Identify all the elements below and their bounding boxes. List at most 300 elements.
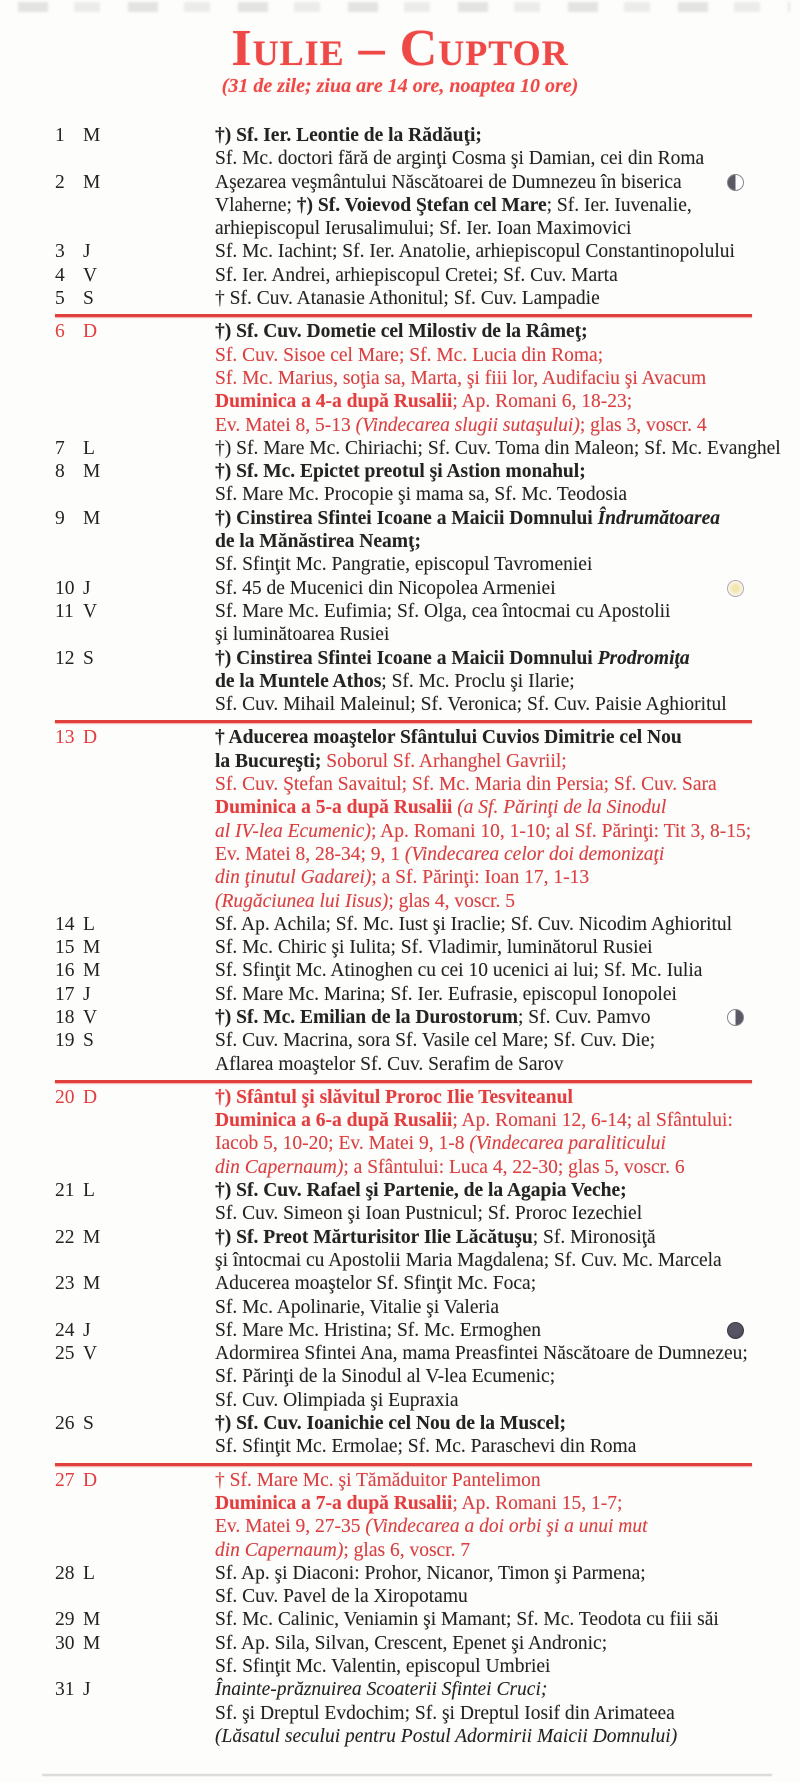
day-number: 31 [55,1679,75,1701]
day-number: 30 [55,1632,75,1654]
day-number: 20 [55,1086,75,1108]
entry-text [215,240,752,263]
entry-line [215,670,752,693]
text-segment: Duminica a 5-a după Rusalii [215,797,458,819]
calendar-entry-18 [55,1006,752,1029]
day-label-18 [55,1006,215,1029]
text-segment: ; Sf. Ier. Iuvenalie, [546,194,692,216]
entry-line [215,147,752,170]
text-segment: ; Ap. Romani 15, 1-7; [452,1492,623,1514]
weekday-letter: J [83,577,91,599]
entry-line [215,390,752,413]
day-number: 9 [55,507,65,529]
text-segment: ; glas 4, voscr. 5 [388,890,516,912]
calendar-entry-1 [55,124,752,171]
entry-line [215,796,752,819]
day-label-5 [55,287,215,310]
weekday-letter: J [83,241,91,263]
day-label-6 [55,320,215,436]
entry-text [215,1319,752,1342]
entry-line [215,553,752,576]
day-number: 5 [55,288,65,310]
entry-line [215,1296,752,1319]
entry-line [215,1156,752,1179]
day-label-30 [55,1632,215,1679]
sunday-separator-line [55,1463,752,1466]
entry-line [215,1109,752,1132]
text-segment: †) Sf. Preot Mărturisitor Ilie Lăcătuşu [215,1226,533,1248]
text-segment: Sf. Mare Mc. Marina; Sf. Ier. Eufrasie, episcopul Ionopolei [215,983,677,1005]
day-label-28 [55,1562,215,1609]
entry-line [215,1053,752,1076]
text-segment: Sf. Mc. Marius, soţia sa, Marta, şi fiii lor, Audifaciu şi Avacum [215,367,707,389]
text-segment: Aflarea moaştelor Sf. Cuv. Serafim de Sarov [215,1053,564,1075]
calendar-entry-13 [55,726,752,912]
text-segment: (Lăsatul secului pentru Postul Adormirii Maicii Domnului) [215,1725,678,1747]
text-segment: din ţinutul Gadarei) [215,867,372,889]
entry-line [215,647,752,670]
calendar-entry-31 [55,1678,752,1748]
weekday-letter: S [83,647,94,669]
weekday-letter: D [83,1469,98,1491]
entry-text [215,507,752,577]
day-number: 16 [55,960,75,982]
weekday-letter: J [83,1679,91,1701]
calendar-entry-2 [55,171,752,241]
text-segment: din Capernaum) [215,1539,344,1561]
entry-text [215,437,781,460]
text-segment: Iacob 5, 10-20; Ev. Matei 9, 1-8 [215,1133,470,1155]
day-label-8 [55,460,215,507]
day-number: 17 [55,983,75,1005]
text-segment: Sf. Mare Mc. Hristina; Sf. Mc. Ermoghen [215,1319,542,1341]
text-segment: † Aducerea moaştelor Sfântului Cuvios Dimitrie cel Nou [215,727,682,749]
day-label-25 [55,1342,215,1412]
day-number: 28 [55,1562,75,1584]
weekday-letter: V [83,1006,98,1028]
day-label-10 [55,577,215,600]
text-segment: (a Sf. Părinţi de la Sinodul [457,797,667,819]
day-number: 8 [55,461,65,483]
text-segment: ; a Sf. Părinţi: Ioan 17, 1-13 [371,867,590,889]
text-segment: Sf. Mc. Apolinarie, Vitalie şi Valeria [215,1296,500,1318]
weekday-letter: S [83,1030,94,1052]
entry-line [215,1249,752,1272]
calendar-entry-17 [55,983,752,1006]
entry-text [215,936,752,959]
entry-text [215,1006,752,1029]
day-number: 18 [55,1006,75,1028]
entry-line [215,773,752,796]
day-label-31 [55,1678,215,1748]
entry-line [215,890,752,913]
text-segment: al IV-lea Ecumenic) [215,820,371,842]
day-number: 4 [55,264,65,286]
weekday-letter: M [83,1632,101,1654]
entry-text [215,1226,752,1273]
text-segment: (Vindecarea paraliticului [469,1133,666,1155]
text-segment: din Capernaum) [215,1156,344,1178]
text-segment: Ev. Matei 8, 28-34; 9, 1 [215,843,405,865]
calendar-entry-7 [55,437,781,460]
weekday-letter: V [83,1343,98,1365]
text-segment: Sf. Mc. Iachint; Sf. Ier. Anatolie, arhiepiscopul Constantinopolului [215,241,735,263]
entry-line [215,287,752,310]
entry-line [215,1678,752,1701]
text-segment: Sf. Ier. Andrei, arhiepiscopul Cretei; Sf. Cuv. Marta [215,264,618,286]
entry-text [215,1562,752,1609]
day-label-7 [55,437,215,460]
text-segment: Sf. Mare Mc. Procopie şi mama sa, Sf. Mc. Teodosia [215,484,628,506]
text-segment: arhiepiscopul Ierusalimului; Sf. Ier. Ioan Maximovici [215,218,632,240]
day-label-23 [55,1272,215,1319]
day-number: 10 [55,577,75,599]
entry-line [215,1585,752,1608]
text-segment: Înainte-prăznuirea Scoaterii Sfintei Cruci; [215,1679,548,1701]
entry-line [215,936,752,959]
calendar-entry-19 [55,1029,752,1076]
entry-line [215,194,752,217]
text-segment: Aducerea moaştelor Sf. Sfinţit Mc. Foca; [215,1273,537,1295]
day-label-9 [55,507,215,577]
weekday-letter: L [83,1562,95,1584]
entry-line [215,750,752,773]
text-segment: ; Sf. Cuv. Pamvo [517,1006,651,1028]
day-number: 2 [55,171,65,193]
text-segment: şi întocmai cu Apostolii Maria Magdalena; Sf. Cuv. Mc. Marcela [215,1249,722,1271]
text-segment: la Bucureşti; [215,750,322,772]
sunday-separator-line [55,720,752,723]
weekday-letter: M [83,1226,101,1248]
weekday-letter: S [83,288,94,310]
calendar-entry-27 [55,1469,752,1562]
entry-line [215,507,752,530]
day-number: 24 [55,1319,75,1341]
text-segment: †) Sf. Mare Mc. Chiriachi; Sf. Cuv. Toma din Maleon; Sf. Mc. Evanghel [215,437,781,459]
day-label-2 [55,171,215,241]
calendar-entry-11 [55,600,752,647]
day-number: 13 [55,727,75,749]
day-label-11 [55,600,215,647]
weekday-letter: M [83,937,101,959]
entry-line [215,913,752,936]
day-number: 21 [55,1180,75,1202]
day-number: 1 [55,125,65,146]
text-segment: ; Ap. Romani 6, 18-23; [452,391,633,413]
entry-line [215,820,752,843]
text-segment: †) Sf. Ier. Leontie de la Rădăuţi; [215,125,482,146]
entry-text [215,287,752,310]
calendar-entry-14 [55,913,752,936]
entry-text [215,577,752,600]
entry-line [215,1632,752,1655]
text-segment: Adormirea Sfintei Ana, mama Preasfintei Născătoare de Dumnezeu; [215,1343,748,1365]
weekday-letter: M [83,1273,101,1295]
weekday-letter: M [83,1609,101,1631]
weekday-letter: S [83,1413,94,1435]
day-label-3 [55,240,215,263]
entry-line [215,1608,752,1631]
entry-line [215,1202,752,1225]
calendar-entry-30 [55,1632,752,1679]
entry-line [215,124,752,147]
entry-text [215,983,752,1006]
entry-line [215,1132,752,1155]
entry-line [215,693,752,716]
entry-text [215,1678,752,1748]
day-number: 14 [55,913,75,935]
entry-line [215,1492,752,1515]
calendar-entry-15 [55,936,752,959]
day-label-24 [55,1319,215,1342]
entry-line [215,240,752,263]
entry-line [215,1342,752,1365]
text-segment: Sf. Cuv. Olimpiada şi Eupraxia [215,1389,459,1411]
day-label-12 [55,647,215,717]
sunday-separator-line [55,1080,752,1083]
calendar-entries [0,124,800,1748]
day-number: 12 [55,647,75,669]
new-moon-icon [727,1322,744,1339]
entry-text [215,1469,752,1562]
weekday-letter: L [83,913,95,935]
entry-text [215,124,752,171]
entry-text [215,171,752,241]
day-number: 11 [55,600,74,622]
day-number: 7 [55,437,65,459]
weekday-letter: D [83,1086,98,1108]
entry-text [215,1179,752,1226]
calendar-entry-20 [55,1086,752,1179]
text-segment: ; Ap. Romani 12, 6-14; al Sfântului: [452,1110,733,1132]
entry-text [215,264,752,287]
text-segment: (Vindecarea a doi orbi şi a unui mut [365,1516,648,1538]
weekday-letter: D [83,727,98,749]
entry-text [215,1412,752,1459]
text-segment: Duminica a 4-a după Rusalii [215,391,453,413]
text-segment: †) Sf. Mc. Epictet preotul şi Astion monahul; [215,461,586,483]
text-segment: Soborul Sf. Arhanghel Gavriil; [321,750,567,772]
text-segment: Ev. Matei 8, 5-13 [215,414,356,436]
entry-line [215,344,752,367]
calendar-entry-9 [55,507,752,577]
weekday-letter: M [83,171,101,193]
text-segment: †) Sf. Mc. Emilian de la Durostorum [215,1006,518,1028]
entry-line [215,264,752,287]
entry-line [215,959,752,982]
calendar-entry-26 [55,1412,752,1459]
text-segment: ; glas 6, voscr. 7 [343,1539,471,1561]
text-segment: † Sf. Mare Mc. şi Tămăduitor Pantelimon [215,1469,541,1491]
entry-text [215,600,752,647]
weekday-letter: L [83,437,95,459]
text-segment: Duminica a 6-a după Rusalii [215,1110,453,1132]
calendar-entry-12 [55,647,752,717]
text-segment: Sf. Cuv. Sisoe cel Mare; Sf. Mc. Lucia din Roma; [215,344,604,366]
entry-line [215,1435,752,1458]
calendar-entry-29 [55,1608,752,1631]
text-segment: ; glas 3, voscr. 4 [579,414,707,436]
text-segment: Sf. Ap. Sila, Silvan, Crescent, Epenet şi Andronic; [215,1632,608,1654]
text-segment: Sf. Cuv. Pavel de la Xiropotamu [215,1586,468,1608]
text-segment: Sf. Ap. Achila; Sf. Mc. Iust şi Iraclie; Sf. Cuv. Nicodim Aghioritul [215,913,733,935]
last-quarter-moon-icon [727,1009,744,1026]
full-moon-icon [727,580,744,597]
text-segment: †) Sfântul şi slăvitul Proroc Ilie Tesviteanul [215,1086,573,1108]
weekday-letter: J [83,983,91,1005]
day-number: 22 [55,1226,75,1248]
day-label-17 [55,983,215,1006]
day-number: 25 [55,1343,75,1365]
calendar-entry-25 [55,1342,752,1412]
entry-line [215,1655,752,1678]
text-segment: †) Cinstirea Sfintei Icoane a Maicii Domnului [215,647,598,669]
text-segment: ; Sf. Mc. Proclu şi Ilarie; [381,670,575,692]
entry-text [215,1272,752,1319]
entry-text [215,726,752,912]
entry-text [215,647,752,717]
weekday-letter: M [83,507,101,529]
text-segment: Sf. Cuv. Simeon şi Ioan Pustnicul; Sf. Proroc Iezechiel [215,1203,643,1225]
text-segment: de la Mănăstirea Neamţ; [215,531,421,553]
entry-line [215,726,752,749]
text-segment: Sf. Cuv. Ştefan Savaitul; Sf. Mc. Maria din Persia; Sf. Cuv. Sara [215,774,717,796]
weekday-letter: D [83,321,98,343]
text-segment: Duminica a 7-a după Rusalii [215,1492,453,1514]
text-segment: Sf. Sfinţit Mc. Valentin, episcopul Umbriei [215,1656,551,1677]
text-segment: † Sf. Cuv. Atanasie Athonitul; Sf. Cuv. Lampadie [215,288,600,310]
entry-line [215,437,781,460]
entry-line [215,414,752,437]
weekday-letter: V [83,600,98,622]
entry-line [215,866,752,889]
entry-line [215,600,752,623]
calendar-entry-6 [55,320,752,436]
first-quarter-moon-icon [727,174,744,191]
text-segment: †) Sf. Cuv. Dometie cel Milostiv de la Râmeţ; [215,321,588,343]
day-label-22 [55,1226,215,1273]
entry-line [215,530,752,553]
day-label-14 [55,913,215,936]
entry-line [215,1562,752,1585]
calendar-entry-28 [55,1562,752,1609]
text-segment: ; Ap. Romani 10, 1-10; al Sf. Părinţi: Tit 3, 8-15; [370,820,752,842]
text-segment: Sf. Sfinţit Mc. Ermolae; Sf. Mc. Paraschevi din Roma [215,1436,637,1458]
text-segment: Sf. Mc. Calinic, Veniamin şi Mamant; Sf. Mc. Teodota cu fiii săi [215,1609,719,1631]
text-segment: şi luminătoarea Rusiei [215,624,390,646]
month-subtitle: (31 de zile; ziua are 14 ore, noaptea 10 ore) [221,75,579,97]
calendar-entry-24 [55,1319,752,1342]
entry-text [215,1342,752,1412]
day-label-4 [55,264,215,287]
sunday-separator-line [55,314,752,317]
entry-line [215,843,752,866]
day-number: 15 [55,937,75,959]
entry-line [215,1725,752,1748]
weekday-letter: M [83,960,101,982]
entry-line [215,577,752,600]
page-bleed-artifacts [18,2,790,12]
entry-line [215,460,752,483]
entry-line [215,1365,752,1388]
weekday-letter: M [83,461,101,483]
entry-text [215,1608,752,1631]
text-segment: Sf. Sfinţit Mc. Pangratie, episcopul Tavromeniei [215,554,593,576]
month-title: Iulie – Cuptor [231,20,569,77]
weekday-letter: J [83,1319,91,1341]
entry-line [215,483,752,506]
day-label-29 [55,1608,215,1631]
text-segment: Sf. Mc. Chiric şi Iulita; Sf. Vladimir, luminătorul Rusiei [215,937,653,959]
text-segment: (Rugăciunea lui Iisus) [215,890,389,912]
text-segment: Sf. şi Dreptul Evdochim; Sf. şi Dreptul Iosif din Arimateea [215,1702,675,1724]
text-segment: Sf. Mare Mc. Eufimia; Sf. Olga, cea întocmai cu Apostolii [215,600,671,622]
entry-text [215,1029,752,1076]
entry-text [215,959,752,982]
entry-text [215,1086,752,1179]
text-segment: de la Muntele Athos [215,670,382,692]
entry-line [215,217,752,240]
text-segment: Sf. Părinţi de la Sinodul al V-lea Ecumenic; [215,1366,556,1388]
text-segment: Ev. Matei 9, 27-35 [215,1516,366,1538]
page-bottom-rule [42,1774,772,1776]
text-segment: †) Cinstirea Sfintei Icoane a Maicii Domnului [215,507,598,529]
day-number: 3 [55,241,65,263]
day-number: 23 [55,1273,75,1295]
text-segment: Sf. Sfinţit Mc. Atinoghen cu cei 10 ucenici ai lui; Sf. Mc. Iulia [215,960,703,982]
text-segment: †) Sf. Cuv. Rafael şi Partenie, de la Agapia Veche; [215,1180,627,1202]
entry-line [215,320,752,343]
entry-text [215,320,752,436]
day-label-15 [55,936,215,959]
text-segment: Vlaherne; [215,194,297,216]
day-label-27 [55,1469,215,1562]
entry-line [215,1272,752,1295]
entry-line [215,1389,752,1412]
entry-text [215,1632,752,1679]
calendar-entry-8 [55,460,752,507]
entry-text [215,913,752,936]
entry-line [215,1029,752,1052]
day-label-20 [55,1086,215,1179]
day-label-1 [55,124,215,171]
text-segment: ; Sf. Mironosiţă [532,1226,656,1248]
text-segment: Aşezarea veşmântului Născătoarei de Dumnezeu în biserica [215,171,682,193]
text-segment: Sf. Ap. şi Diaconi: Prohor, Nicanor, Timon şi Parmena; [215,1562,646,1584]
day-number: 19 [55,1030,75,1052]
entry-line [215,1539,752,1562]
day-number: 26 [55,1413,75,1435]
day-label-13 [55,726,215,912]
calendar-entry-23 [55,1272,752,1319]
day-number: 29 [55,1609,75,1631]
day-label-21 [55,1179,215,1226]
entry-line [215,1469,752,1492]
entry-line [215,1515,752,1538]
text-segment: †) Sf. Voievod Ştefan cel Mare [296,194,547,216]
text-segment: (Vindecarea celor doi demonizaţi [404,843,665,865]
calendar-entry-21 [55,1179,752,1226]
entry-line [215,171,752,194]
day-number: 27 [55,1469,75,1491]
day-label-26 [55,1412,215,1459]
text-segment: Prodromiţa [597,647,690,669]
text-segment: ; a Sfântului: Luca 4, 22-30; glas 5, voscr. 6 [343,1156,685,1178]
day-label-16 [55,959,215,982]
entry-line [215,1412,752,1435]
calendar-entry-4 [55,264,752,287]
calendar-entry-3 [55,240,752,263]
